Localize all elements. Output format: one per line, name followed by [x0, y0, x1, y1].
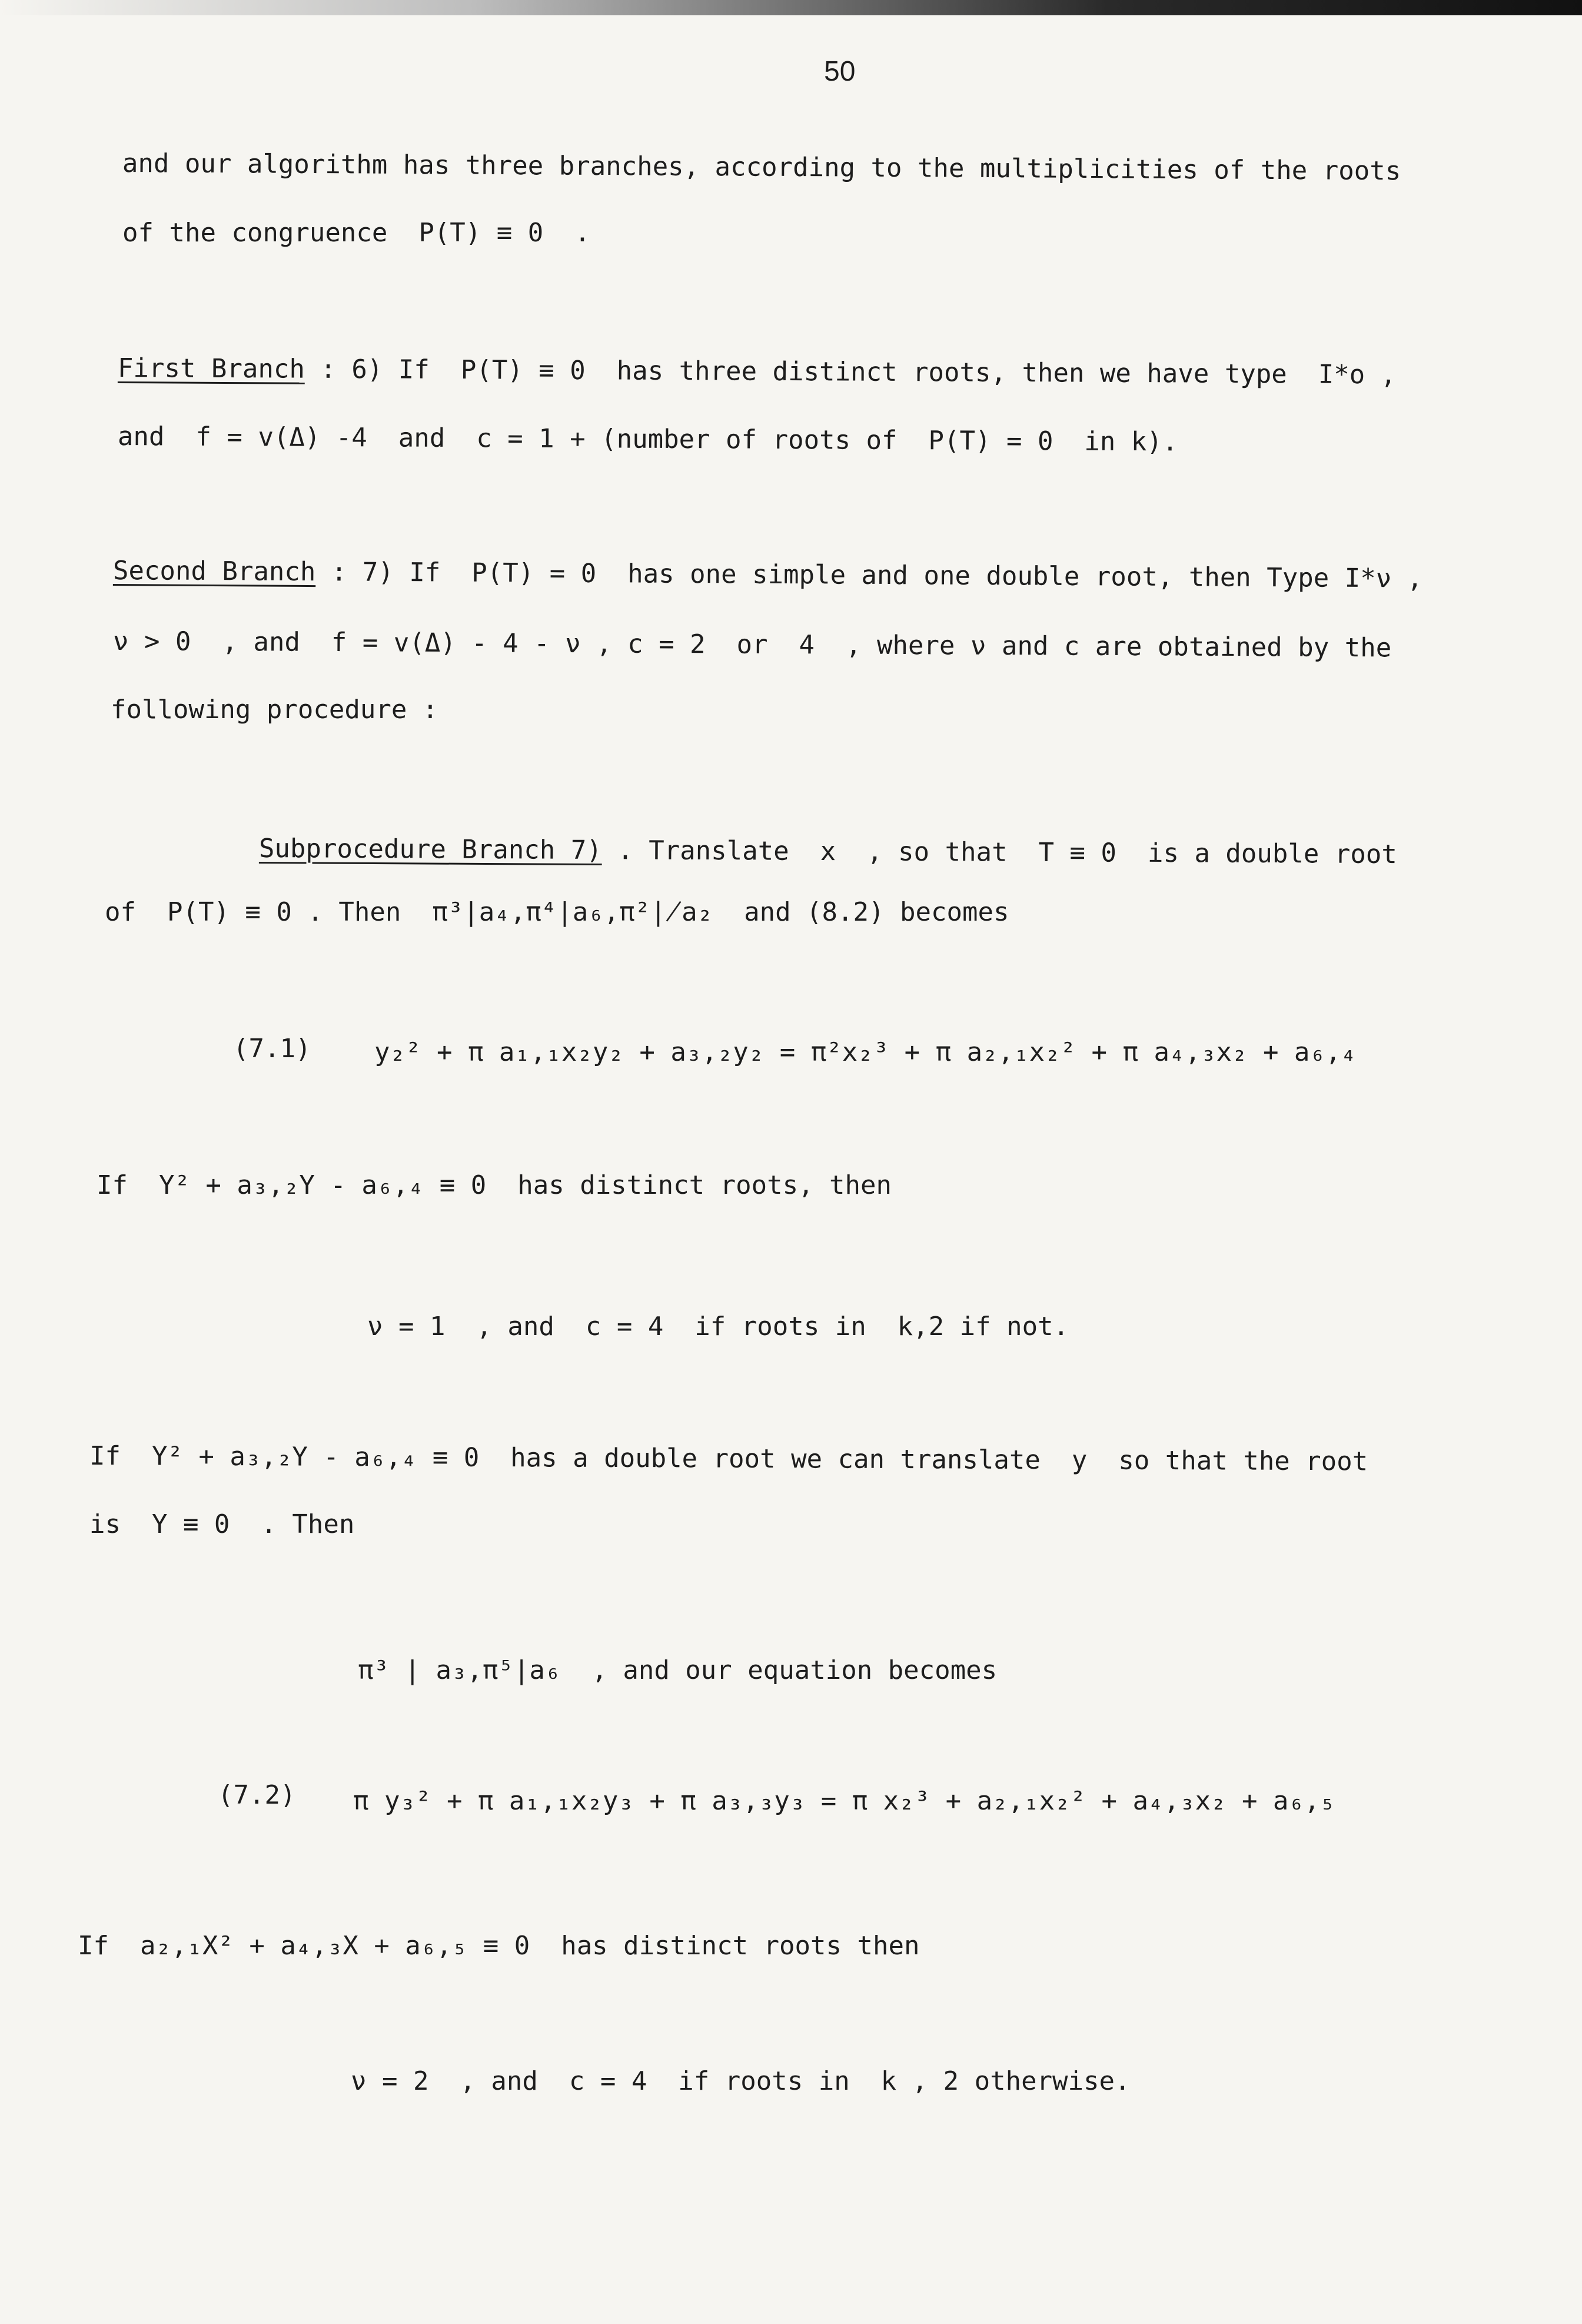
subprocedure-line: [259, 831, 1397, 872]
scan-edge-shadow: [0, 0, 1582, 15]
text-line: : 6) If P(T) ≡ 0 has three distinct roots, then we have type I*o ,: [304, 354, 1397, 390]
text-line: of the congruence P(T) ≡ 0 .: [122, 218, 590, 248]
text-line: ν = 2 , and c = 4 if roots in k , 2 otherwise.: [351, 2066, 1131, 2096]
text-line: and our algorithm has three branches, according to the multiplicities of the roots: [122, 148, 1401, 187]
text-line: following procedure :: [111, 695, 438, 725]
text-line: is Y ≡ 0 . Then: [89, 1509, 355, 1539]
text-line: and f = v(Δ) -4 and c = 1 + (number of roots of P(T) = 0 in k).: [117, 421, 1178, 457]
text-line: If Y² + a₃,₂Y - a₆,₄ ≡ 0 has distinct roots, then: [97, 1170, 892, 1200]
text-line: π³ | a₃,π⁵|a₆ , and our equation becomes: [358, 1655, 998, 1685]
equation-label: (7.1): [233, 1034, 311, 1064]
second-branch-line: [113, 553, 1423, 597]
page-number: 50: [824, 56, 856, 87]
text-line: . Translate x , so that T ≡ 0 is a double root: [601, 835, 1397, 870]
equation-label: (7.2): [218, 1780, 296, 1810]
text-line: If a₂,₁X² + a₄,₃X + a₆,₅ ≡ 0 has distinct roots then: [78, 1931, 920, 1961]
text-line: ν > 0 , and f = v(Δ) - 4 - ν , c = 2 or 4 , where ν and c are obtained by the: [112, 626, 1392, 663]
section-heading: Second Branch: [112, 556, 316, 587]
text-line: : 7) If P(T) = 0 has one simple and one double root, then Type I*ν ,: [315, 557, 1423, 594]
section-heading: First Branch: [117, 353, 305, 384]
equation: y₂² + π a₁,₁x₂y₂ + a₃,₂y₂ = π²x₂³ + π a₂,₁x₂² + π a₄,₃x₂ + a₆,₄: [374, 1037, 1357, 1067]
first-branch-line: [118, 351, 1397, 393]
text-line: If Y² + a₃,₂Y - a₆,₄ ≡ 0 has a double root we can translate y so that the root: [89, 1441, 1368, 1477]
section-heading: Subprocedure Branch 7): [258, 834, 602, 866]
text-line: of P(T) ≡ 0 . Then π³|a₄,π⁴|a₆,π²∤a₂ and (8.2) becomes: [105, 897, 1009, 927]
equation: π y₃² + π a₁,₁x₂y₃ + π a₃,₃y₃ = π x₂³ + a₂,₁x₂² + a₄,₃x₂ + a₆,₅: [353, 1786, 1335, 1816]
text-line: ν = 1 , and c = 4 if roots in k,2 if not.: [367, 1312, 1069, 1342]
